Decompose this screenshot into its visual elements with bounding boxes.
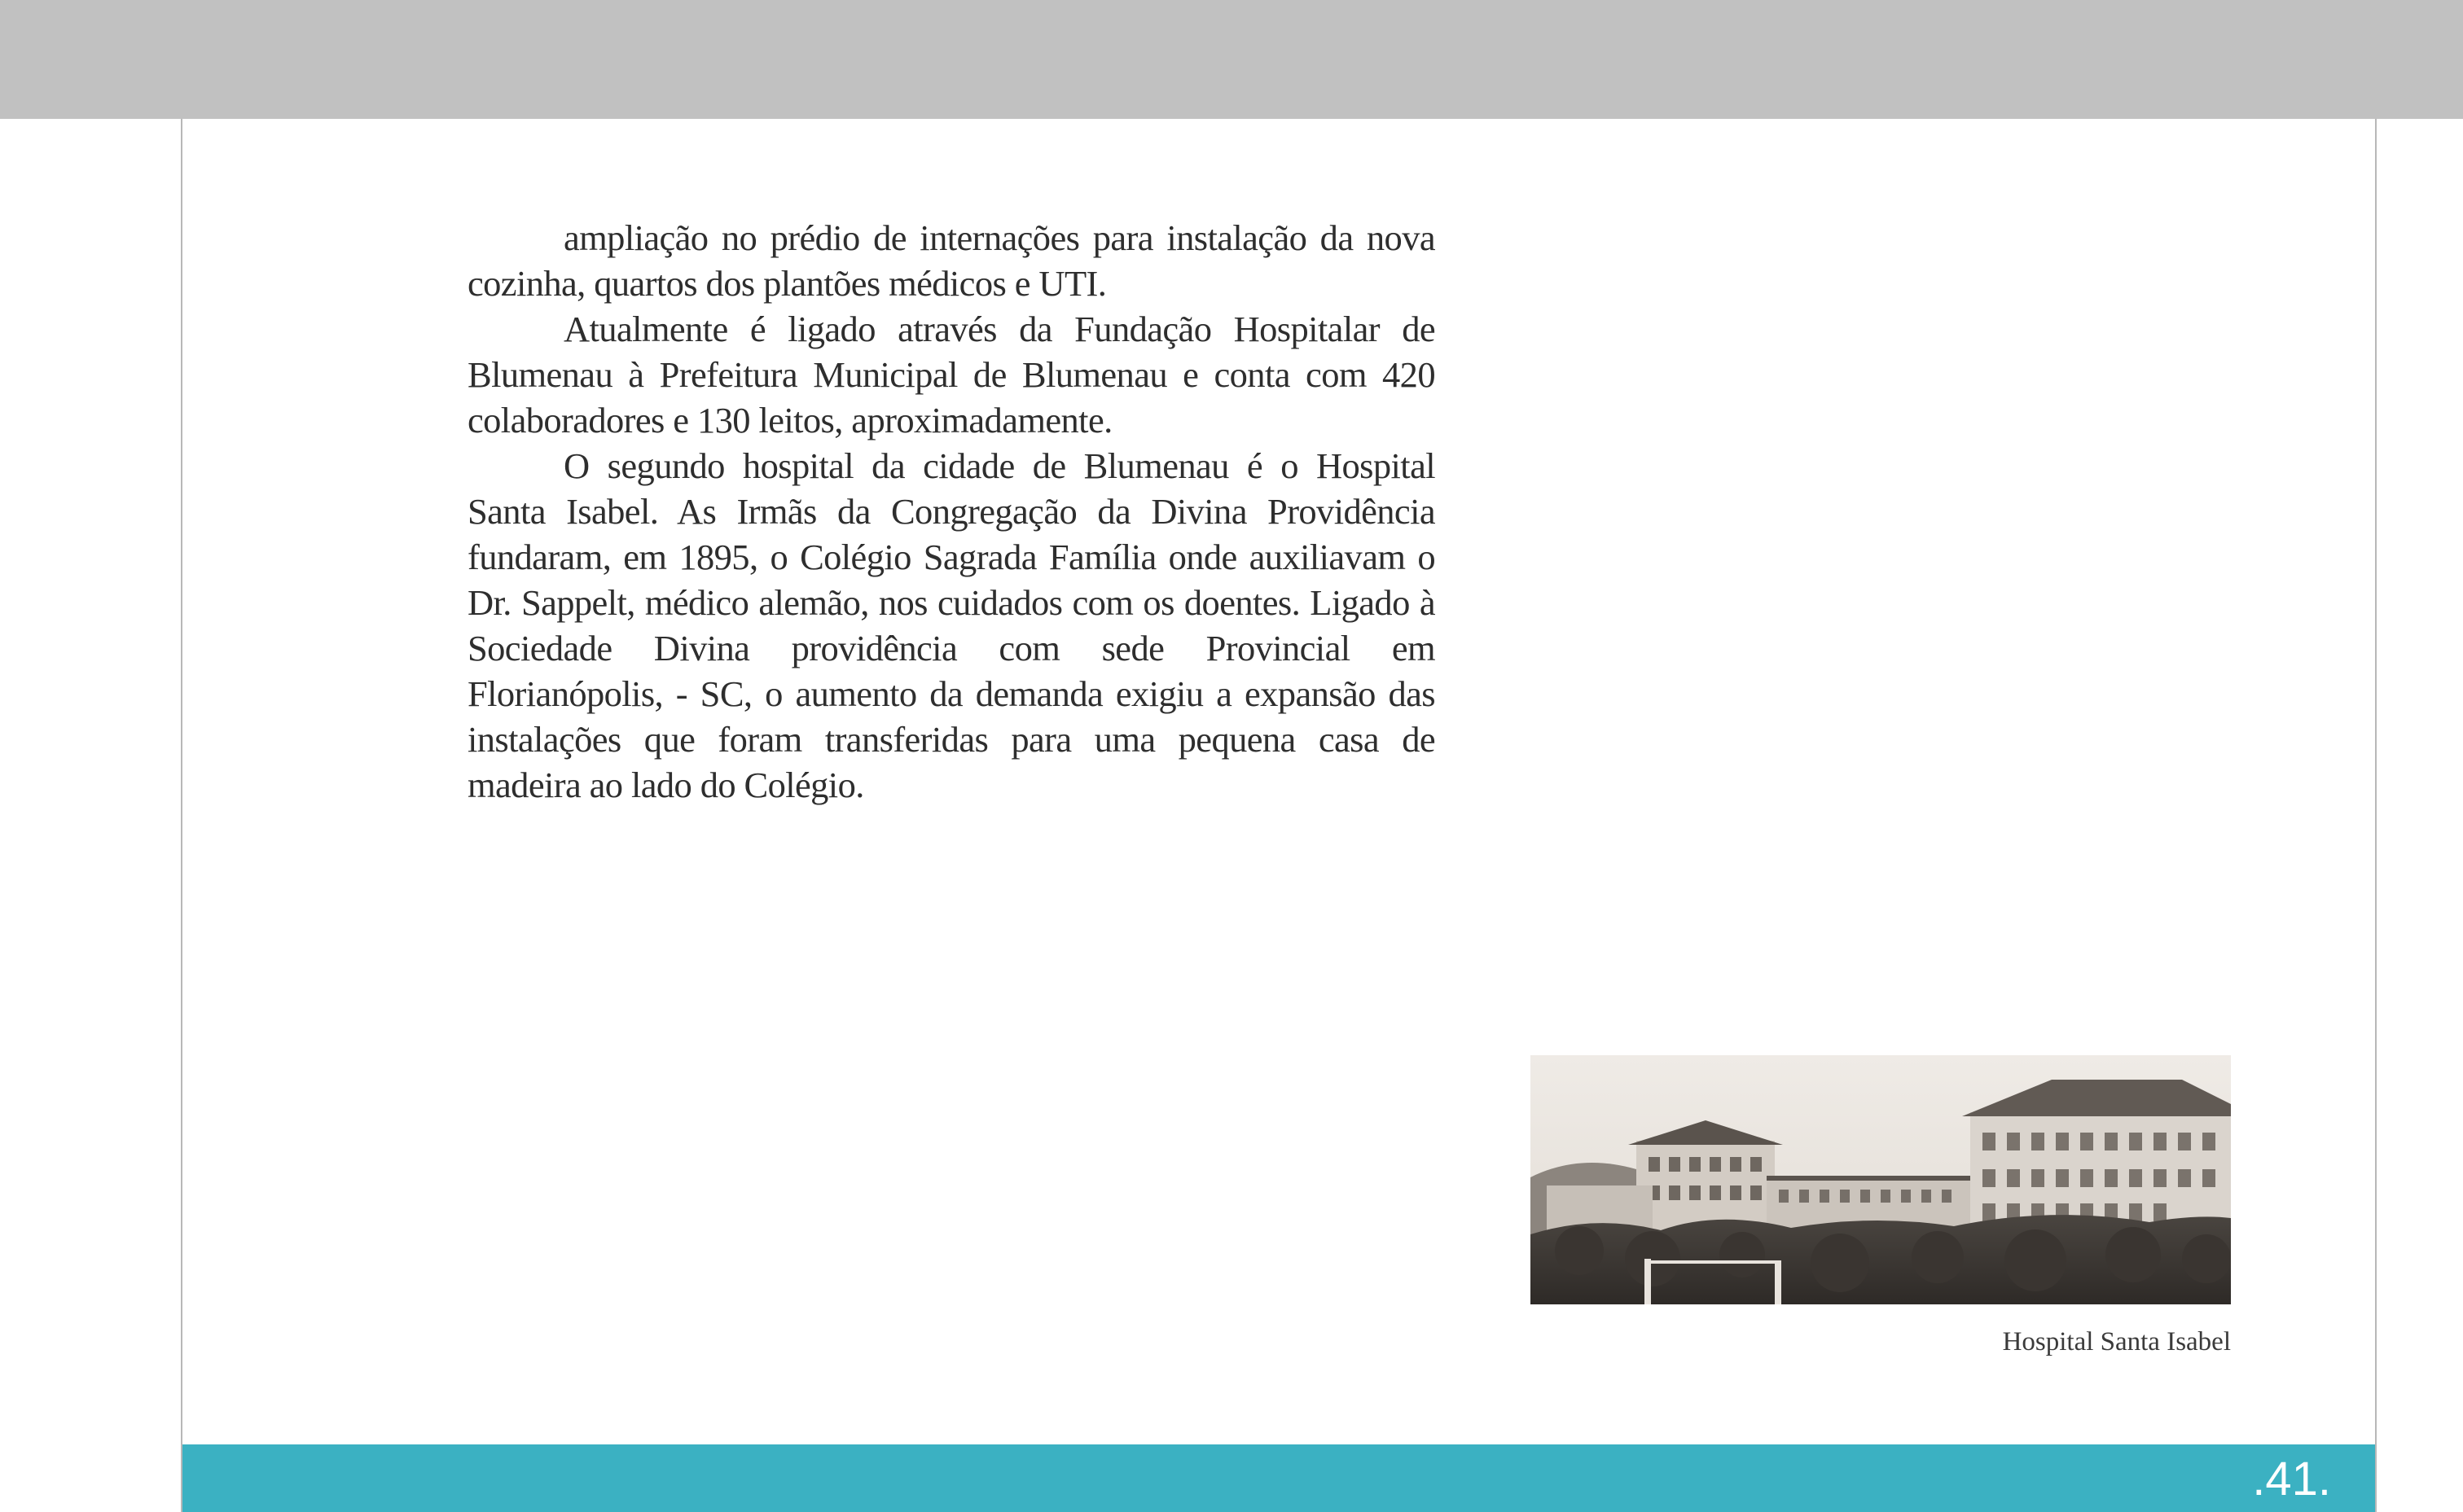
body-text xyxy=(468,215,1435,808)
page-number: .41. xyxy=(2252,1453,2331,1505)
viewer-top-bar xyxy=(0,0,2463,119)
hospital-photo-illustration xyxy=(1530,1055,2231,1304)
document-page xyxy=(181,119,2377,1512)
paragraph-2: Atualmente é ligado através da Fundação Hospitalar de Blumenau à Prefeitura Municipal de Blumenau e conta com 420 colaboradores e 130 leitos, aproximadamente. xyxy=(468,309,1435,440)
footer-band xyxy=(182,1444,2375,1512)
hospital-photo xyxy=(1530,1055,2231,1304)
photo-caption: Hospital Santa Isabel xyxy=(2002,1327,2231,1356)
paragraph-3: O segundo hospital da cidade de Blumenau é o Hospital Santa Isabel. As Irmãs da Congregação da Divina Providência fundaram, em 1895, o Colégio Sagrada Família onde auxiliavam o Dr. Sappelt, médico alemão, nos cuidados com os doentes. Ligado à Sociedade Divina providência com sede Provincial em Florianópolis, - SC, o aumento da demanda exigiu a expansão das instalações que foram transferidas para uma pequena casa de madeira ao lado do Colégio. xyxy=(468,445,1435,805)
paragraph-1: ampliação no prédio de internações para instalação da nova cozinha, quartos dos plantões médicos e UTI. xyxy=(468,217,1435,304)
